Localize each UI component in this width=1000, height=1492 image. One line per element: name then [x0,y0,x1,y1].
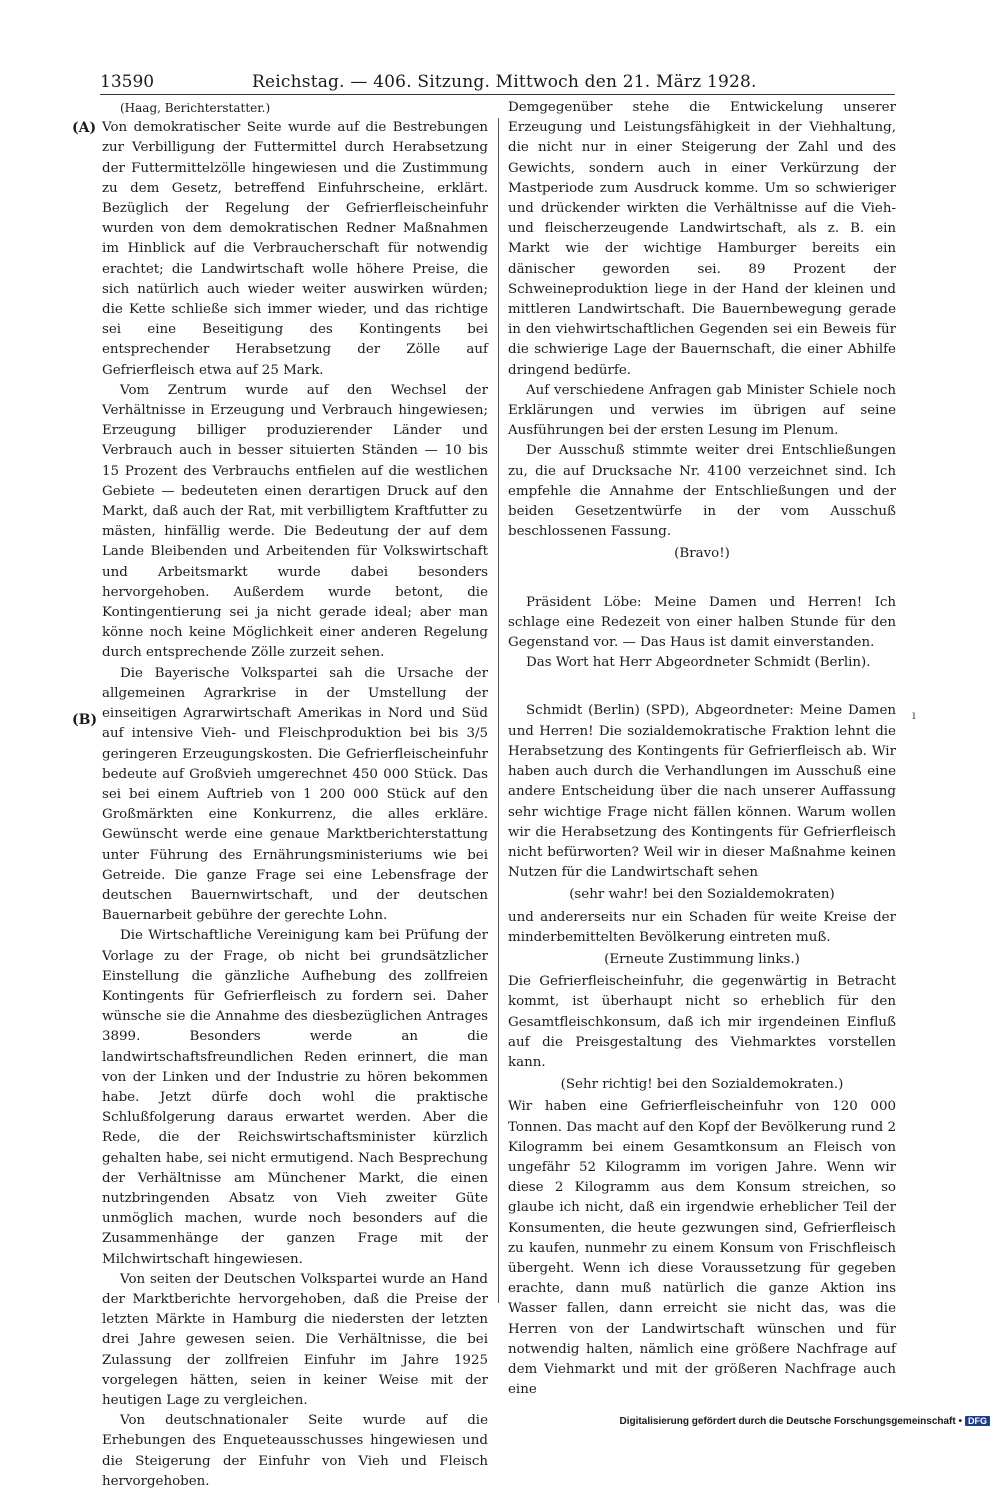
floor-given: Das Wort hat Herr Abgeordneter Schmidt (Berlin). [526,655,871,671]
margin-mark-a: (A) [72,120,97,136]
schmidt-speech-1: Schmidt (Berlin) (SPD), Abgeordneter: Meine Damen und Herren! Die sozialdemokratische Fraktion lehnt die Herabsetzung des Kontingents für Gefrierfleisch ab. Wir haben auch durch die Verhandlungen im Ausschuß eine andere Entscheidung über die nach unserer Auffassung sehr wichtige Frage nicht fällen können. Warum wollen wir die Herabsetzung des Kontingents für Gefrierfleisch nicht befürworten? Weil wir in dieser Maßnahme keinen Nutzen für die Landwirtschaft sehen [508,703,896,881]
president-statement: Präsident Löbe: Meine Damen und Herren! Ich schlage eine Redezeit von einer halben Stunde für den Gegenstand vor. — Das Haus ist damit einverstanden. [508,594,896,651]
margin-tick: ı [912,708,916,722]
margin-mark-b: (B) [72,712,98,728]
dfg-logo: DFG [965,1416,990,1426]
paragraph-dvp: Von seiten der Deutschen Volkspartei wurde an Hand der Marktberichte hervorgehoben, daß die Preise der letzten Märkte in Hamburg die niedersten der letzten drei Jahre gewesen seien. Die Verhältnisse, die bei Zulassung der zollfreien Einfuhr im Jahre 1925 vorgelegen hätten, seien in keiner Weise mit der heutigen Lage zu vergleichen. [102,1271,488,1408]
paragraph-dnvp: Von deutschnationaler Seite wurde auf die Erhebungen des Enqueteausschusses hingewiesen und die Steigerung der Einfuhr von Vieh und Fleisch hervorgehoben. [102,1413,488,1489]
footer-text: Digitalisierung gefördert durch die Deutsche Forschungsgemeinschaft • [619,1416,962,1427]
paragraph-continuation: Demgegenüber stehe die Entwickelung unserer Erzeugung und Leistungsfähigkeit in der Viehhaltung, die nicht nur in einer Steigerung der Zahl und des Gewichts, sondern auch in einer Verkürzung der Mastperiode zum Ausdruck komme. Um so schwieriger und drückender wirkten die Verhältnisse auf die Vieh- und fleischerzeugende Landwirtschaft, als z. B. ein Markt wie der wichtige Hamburger bereits ein dänischer geworden sei. 89 Prozent der Schweineproduktion liege in der Hand der kleinen und mittleren Landwirtschaft. Die Bauernbewegung gerade in den viehwirtschaftlichen Gegenden sei ein Beweis für die schwierige Lage der Bauernschaft, die einer Abhilfe dringend bedürfe. [508,100,896,378]
right-column [508,98,896,1400]
paragraph-wirtschaftliche-vereinigung: Die Wirtschaftliche Vereinigung kam bei Prüfung der Vorlage zu der Frage, ob nicht bei grundsätzlicher Einstellung die gänzliche Aufhebung des zollfreien Kontingents für Gefrierfleisch zu fordern sei. Daher wünsche sie die Annahme des diesbezüglichen Antrages 3899. Besonders werde an die landwirtschaftsfreundlichen Reden erinnert, die man von der Linken und der Industrie zu hören bekommen habe. Jetzt dürfe doch wohl die praktische Schlußfolgerung daraus erwartet werden. Aber die Rede, die der Reichswirtschaftsminister kürzlich gehalten habe, sei nicht ermutigend. Nach Besprechung der Verhältnisse am Münchener Markt, die einen nutzbringenden Absatz von Vieh zweiter Güte unmöglich machen, wurde noch besonders auf die Zusammenhänge der ganzen Frage mit der Milchwirtschaft hingewiesen. [102,928,488,1267]
paragraph-minister: Auf verschiedene Anfragen gab Minister Schiele noch Erklärungen und verwies im übrigen auf seine Ausführungen bei der ersten Lesung im Plenum. [508,382,896,439]
schmidt-speech-3: Die Gefrierfleischeinfuhr, die gegenwärtig in Betracht kommt, ist überhaupt nicht so erheblich für den Gesamtfleischkonsum, daß ich mir irgendeinen Einfluß auf die Preisgestaltung des Viehmarktes vorstellen kann. [508,974,896,1070]
paragraph-zentrum: Vom Zentrum wurde auf den Wechsel der Verhältnisse in Erzeugung und Verbrauch hingewiesen; Erzeugung billiger produzierender Länder und Verbrauch auch in besser situierten Ständen — 10 bis 15 Prozent des Verbrauchs entfielen auf die westlichen Gebiete — bedeuteten einen derartigen Druck auf den Markt, daß auch der Rat, mit verbilligtem Kraftfutter zu mästen, hinfällig werde. Die Bedeutung der auf dem Lande Bleibenden und Arbeitenden für Volkswirtschaft und Arbeitsmarkt wurde dabei besonders hervorgehoben. Außerdem wurde betont, die Kontingentierung sei ja nicht gerade ideal; aber man könne noch keine Möglichkeit einer anderen Regelung durch entsprechende Zölle zurzeit sehen. [102,382,488,661]
reaction-bravo: (Bravo!) [674,546,730,562]
paragraph-bvp: Die Bayerische Volkspartei sah die Ursache der allgemeinen Agrarkrise in der Umstellung der einseitigen Agrarwirtschaft Amerikas in Nord und Süd auf intensive Vieh- und Fleischproduktion bei bis 3/5 geringeren Erzeugungskosten. Die Gefrierfleischeinfuhr bedeute auf Großvieh umgerechnet 450 000 Stück. Das sei bei einem Auftrieb von 1 200 000 Stück auf den Großmärkten eine Konkurrenz, die alles erkläre. Gewünscht werde eine genaue Marktberichterstattung unter Führung des Ernährungsministeriums wie bei Getreide. Die ganze Frage sei eine Lebensfrage der deutschen Bauernwirtschaft, und der deutschen Bauernarbeit gebühre der gerechte Lohn. [102,665,488,924]
schmidt-speech-4: Wir haben eine Gefrierfleischeinfuhr von 120 000 Tonnen. Das macht auf den Kopf der Bevölkerung rund 2 Kilogramm bei einem Gesamtkonsum an Fleisch von ungefähr 52 Kilogramm im vorigen Jahre. Wenn wir diese 2 Kilogramm aus dem Konsum streichen, so glaube ich nicht, daß ein irgendwie erheblicher Teil der Konsumenten, die heute gezwungen sind, Gefrierfleisch zu kaufen, nunmehr zu einem Konsum von Frischfleisch übergeht. Wenn ich diese Voraussetzung für gegeben erachte, dann muß natürlich die ganze Aktion ins Wasser fallen, dann erreicht sie nicht das, was die Herren von der Landwirtschaft wünschen und für notwendig halten, nämlich eine größere Nachfrage auf dem Viehmarkt und mit der größeren Nachfrage auch eine [508,1099,896,1398]
running-header [100,70,895,95]
digitization-footer [600,1416,990,1430]
schmidt-speech-2: und andererseits nur ein Schaden für weite Kreise der minderbemittelten Bevölkerung eintreten muß. [508,909,896,945]
reaction-zustimmung: (Erneute Zustimmung links.) [604,951,800,967]
page-number: 13590 [100,72,155,92]
running-title: Reichstag. — 406. Sitzung. Mittwoch den 21. März 1928. [252,72,757,92]
paragraph-recommendation: Der Ausschuß stimmte weiter drei Entschließungen zu, die auf Drucksache Nr. 4100 verzeichnet sind. Ich empfehle die Annahme der Entschließungen und der beiden Gesetzentwürfe in der vom Ausschuß beschlossenen Fassung. [508,443,896,540]
speaker-attribution: (Haag, Berichterstatter.) [120,101,271,115]
left-column [102,98,488,1492]
column-divider [498,118,499,1303]
reaction-sehr-wahr: (sehr wahr! bei den Sozialdemokraten) [569,887,835,903]
paragraph-democrats: Von demokratischer Seite wurde auf die Bestrebungen zur Verbilligung der Futtermittel durch Herabsetzung der Futtermittelzölle hingewiesen und die Zustimmung zu dem Gesetz, betreffend Einfuhrscheine, erklärt. Bezüglich der Regelung der Gefrierfleischeinfuhr wurden von dem demokratischen Redner Maßnahmen im Hinblick auf die Verbraucherschaft für notwendig erachtet; die Landwirtschaft wolle höhere Preise, die sich natürlich auch wieder weiter auswirken würden; die Kette schließe sich immer wieder, und das richtige sei eine Beseitigung des Kontingents bei entsprechender Herabsetzung der Zölle auf Gefrierfleisch etwa auf 25 Mark. [102,120,488,378]
reaction-sehr-richtig: (Sehr richtig! bei den Sozialdemokraten.) [560,1077,844,1093]
